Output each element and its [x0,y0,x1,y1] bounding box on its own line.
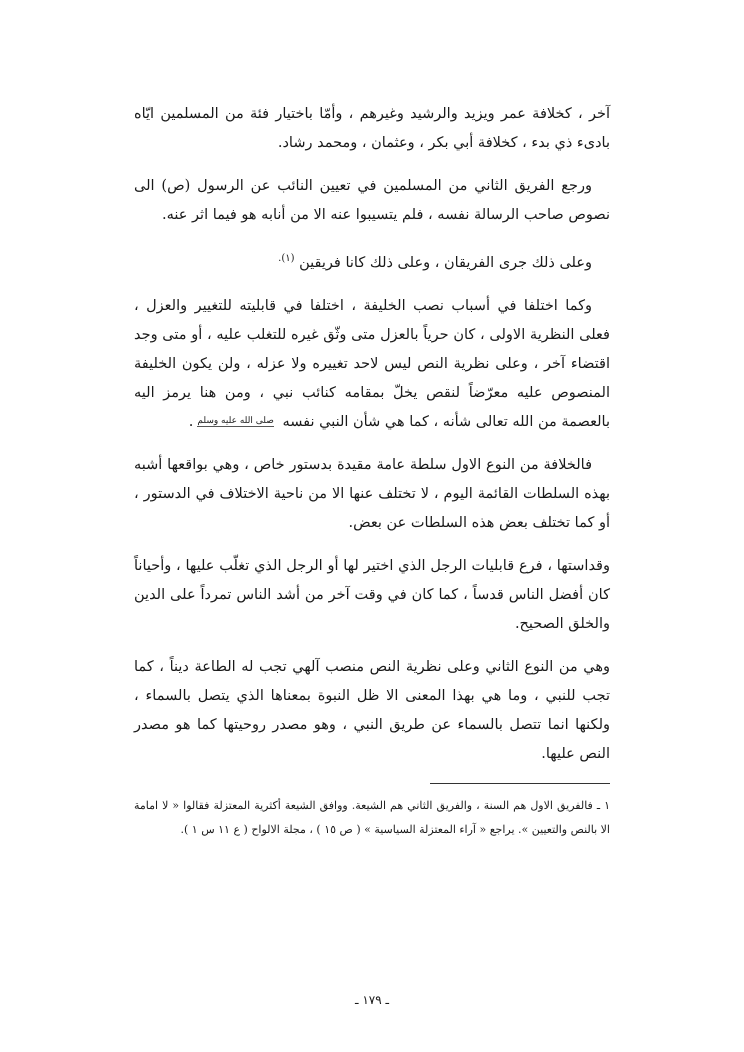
page-number: ـ ١٧٩ ـ [354,993,390,1007]
paragraph-2 [134,172,610,230]
footnote-marker: (١). [278,253,295,264]
paragraph-4-text: وكما اختلفا في أسباب نصب الخليفة ، اختلفا في قابليته للتغيير والعزل ، فعلى النظرية الاولى ، كان حرياً بالعزل متى وثّق غيره للتغلب عليه ، أو متى وجد اقتضاء آخر ، وعلى نظرية النص ليس لاحد تغييره ولا عزله ، ولن يكون الخليفة المنصوص عليه معرّضاً لنقص يخلّ بمقامه كنائب نبي ، ومن هنا يرمز اليه بالعصمة من الله تعالى شأنه ، كما هي شأن النبي نفسه [134,297,610,430]
paragraph-2-text: ورجع الفريق الثاني من المسلمين في تعيين النائب عن الرسول (ص) الى نصوص صاحب الرسالة نفسه ، فلم يتسيبوا عنه الا من أنابه هو فيما اثر عنه. [134,178,610,223]
paragraph-5 [134,451,610,538]
paragraph-3-text: وعلى ذلك جرى الفريقان ، وعلى ذلك كانا فريقين [299,254,592,271]
paragraph-7-text: وهي من النوع الثاني وعلى نظرية النص منصب آلهي تجب له الطاعة ديناً ، كما تجب للنبي ، وما هي بهذا المعنى الا ظل النبوة بمعناها الذي يتصل بالسماء ، ولكنها انما تتصل بالسماء عن طريق النبي ، وهو مصدر روحيتها كما هو مصدر النص عليها. [134,658,610,762]
paragraph-6-text: وقداستها ، فرع قابليات الرجل الذي اختير لها أو الرجل الذي تغلّب عليها ، وأحياناً كان أفضل الناس قدساً ، كما كان في وقت آخر من أشد الناس تمرداً على الدين والخلق الصحيح. [134,557,610,632]
paragraph-6 [134,552,610,639]
paragraph-4 [134,292,610,437]
paragraph-4-tail: . [188,413,194,430]
footnote-divider [430,783,610,784]
paragraph-1 [134,100,610,158]
footnote: ١ ـ فالفريق الاول هم السنة ، والفريق الثاني هم الشيعة. ووافق الشيعة أكثرية المعتزلة فقالوا « لا امامة الا بالنص والتعيين ». يراجع « آراء المعتزلة السياسية » ( ص ١٥ ) ، مجلة الالواح ( ع ١١ س ١ ). [134,798,610,836]
salutation-seal-icon: صلى الله عليه وسلم [197,416,274,427]
paragraph-3 [134,244,610,278]
paragraph-5-text: فالخلافة من النوع الاول سلطة عامة مقيدة بدستور خاص ، وهي بواقعها أشبه بهذه السلطات القائمة اليوم ، لا تختلف عنها الا من ناحية الاختلاف في الدستور ، أو كما تختلف بعض هذه السلطات عن بعض. [134,456,610,531]
document-body [134,100,610,842]
paragraph-1-text: آخر ، كخلافة عمر ويزيد والرشيد وغيرهم ، وأمّا باختيار فئة من المسلمين ايّاه بادىء ذي بدء ، كخلافة أبي بكر ، وعثمان ، ومحمد رشاد. [134,106,610,151]
paragraph-7 [134,653,610,769]
